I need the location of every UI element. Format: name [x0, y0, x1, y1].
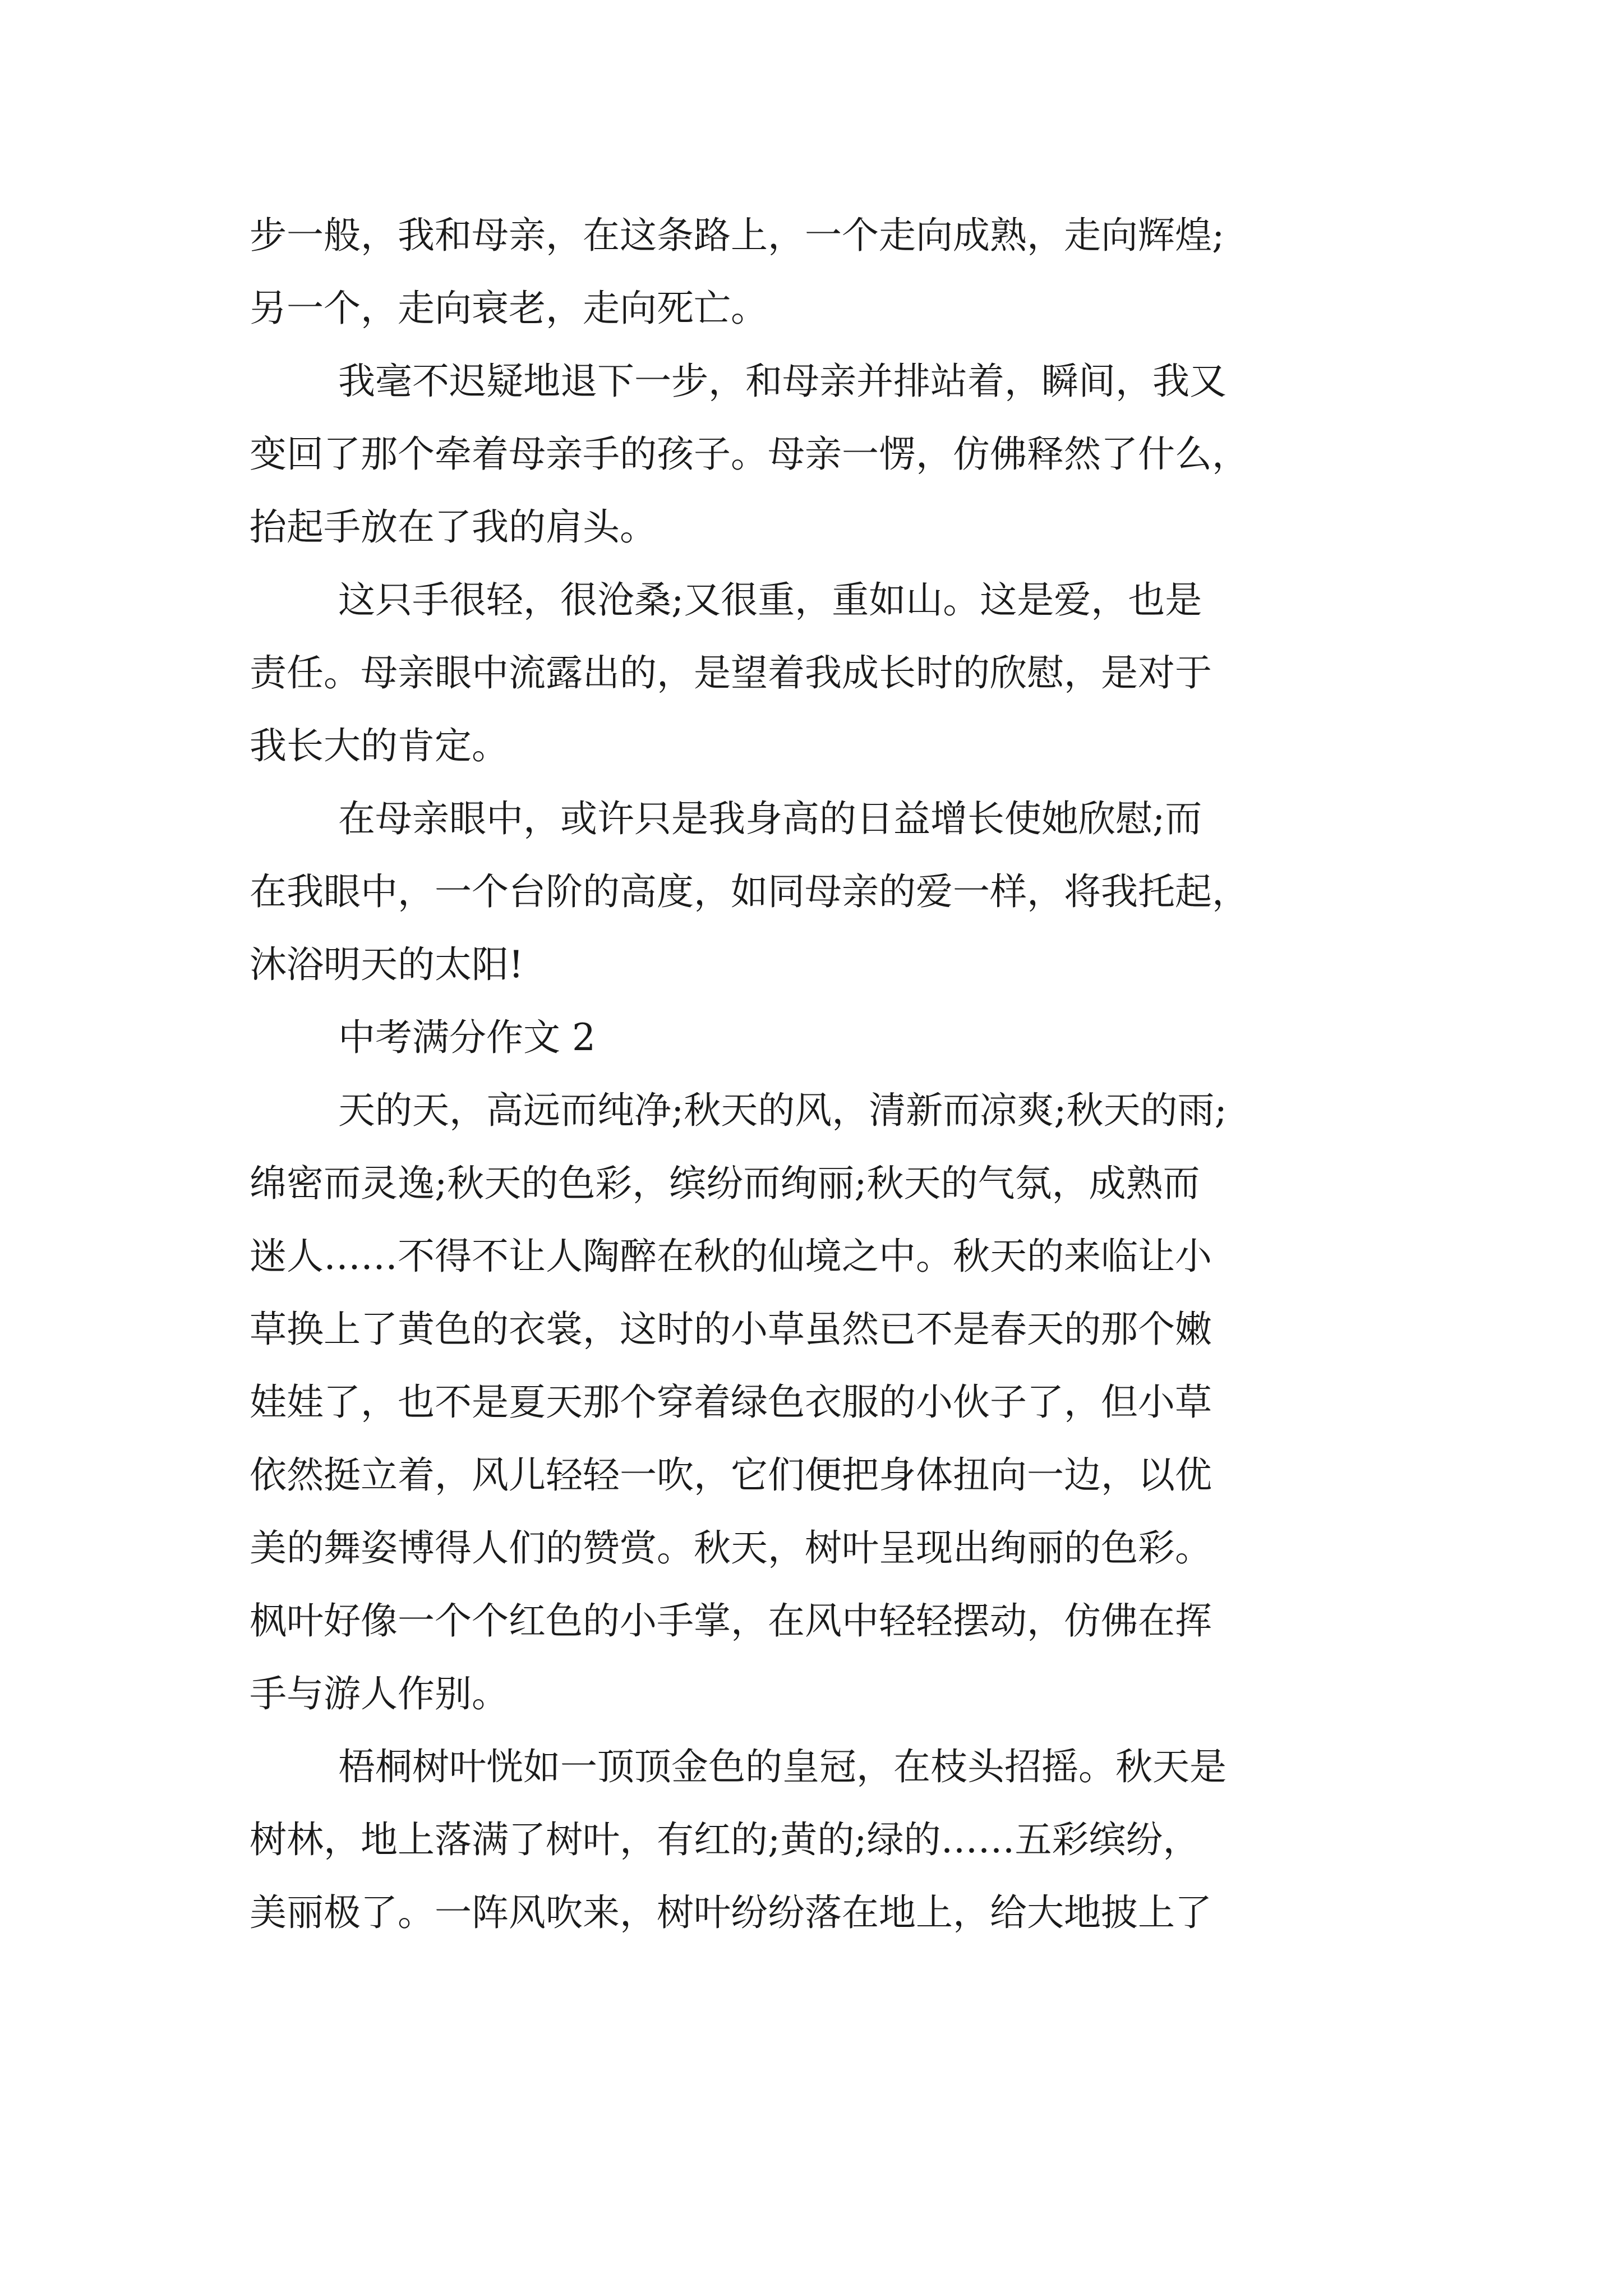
paragraph-start-line: 在母亲眼中，或许只是我身高的日益增长使她欣慰;而	[338, 797, 1202, 840]
text-line: 迷人……不得不让人陶醉在秋的仙境之中。秋天的来临让小	[250, 1235, 1212, 1278]
text-line: 责任。母亲眼中流露出的，是望着我成长时的欣慰，是对于	[250, 651, 1212, 694]
text-line: 抬起手放在了我的肩头。	[250, 505, 657, 549]
text-line: 步一般，我和母亲，在这条路上，一个走向成熟，走向辉煌;	[250, 214, 1225, 257]
text-line: 我长大的肯定。	[250, 724, 509, 767]
paragraph-start-line: 梧桐树叶恍如一顶顶金色的皇冠，在枝头招摇。秋天是	[338, 1745, 1227, 1788]
section-heading: 中考满分作文 2	[338, 1016, 596, 1059]
text-line: 依然挺立着，风儿轻轻一吹，它们便把身体扭向一边，以优	[250, 1453, 1212, 1497]
text-line: 在我眼中，一个台阶的高度，如同母亲的爱一样，将我托起，	[250, 870, 1249, 913]
paragraph-start-line: 我毫不迟疑地退下一步，和母亲并排站着，瞬间，我又	[338, 360, 1227, 403]
text-line: 绵密而灵逸;秋天的色彩，缤纷而绚丽;秋天的气氛，成熟而	[250, 1162, 1200, 1205]
text-line: 美的舞姿博得人们的赞赏。秋天，树叶呈现出绚丽的色彩。	[250, 1526, 1212, 1570]
text-line: 草换上了黄色的衣裳，这时的小草虽然已不是春天的那个嫩	[250, 1308, 1212, 1351]
text-line: 树林，地上落满了树叶，有红的;黄的;绿的……五彩缤纷，	[250, 1818, 1200, 1861]
text-line: 枫叶好像一个个红色的小手掌，在风中轻轻摆动，仿佛在挥	[250, 1599, 1212, 1642]
text-line: 另一个，走向衰老，走向死亡。	[250, 287, 768, 330]
essay-body	[250, 199, 1394, 1949]
text-line: 手与游人作别。	[250, 1672, 509, 1715]
text-line: 沐浴明天的太阳!	[250, 943, 524, 986]
paragraph-start-line: 这只手很轻，很沧桑;又很重，重如山。这是爱，也是	[338, 578, 1202, 622]
text-line: 变回了那个牵着母亲手的孩子。母亲一愣，仿佛释然了什么，	[250, 432, 1249, 476]
paragraph-start-line: 天的天，高远而纯净;秋天的风，清新而凉爽;秋天的雨;	[338, 1089, 1227, 1132]
text-line: 娃娃了，也不是夏天那个穿着绿色衣服的小伙子了，但小草	[250, 1381, 1212, 1424]
text-line: 美丽极了。一阵风吹来，树叶纷纷落在地上，给大地披上了	[250, 1891, 1212, 1934]
